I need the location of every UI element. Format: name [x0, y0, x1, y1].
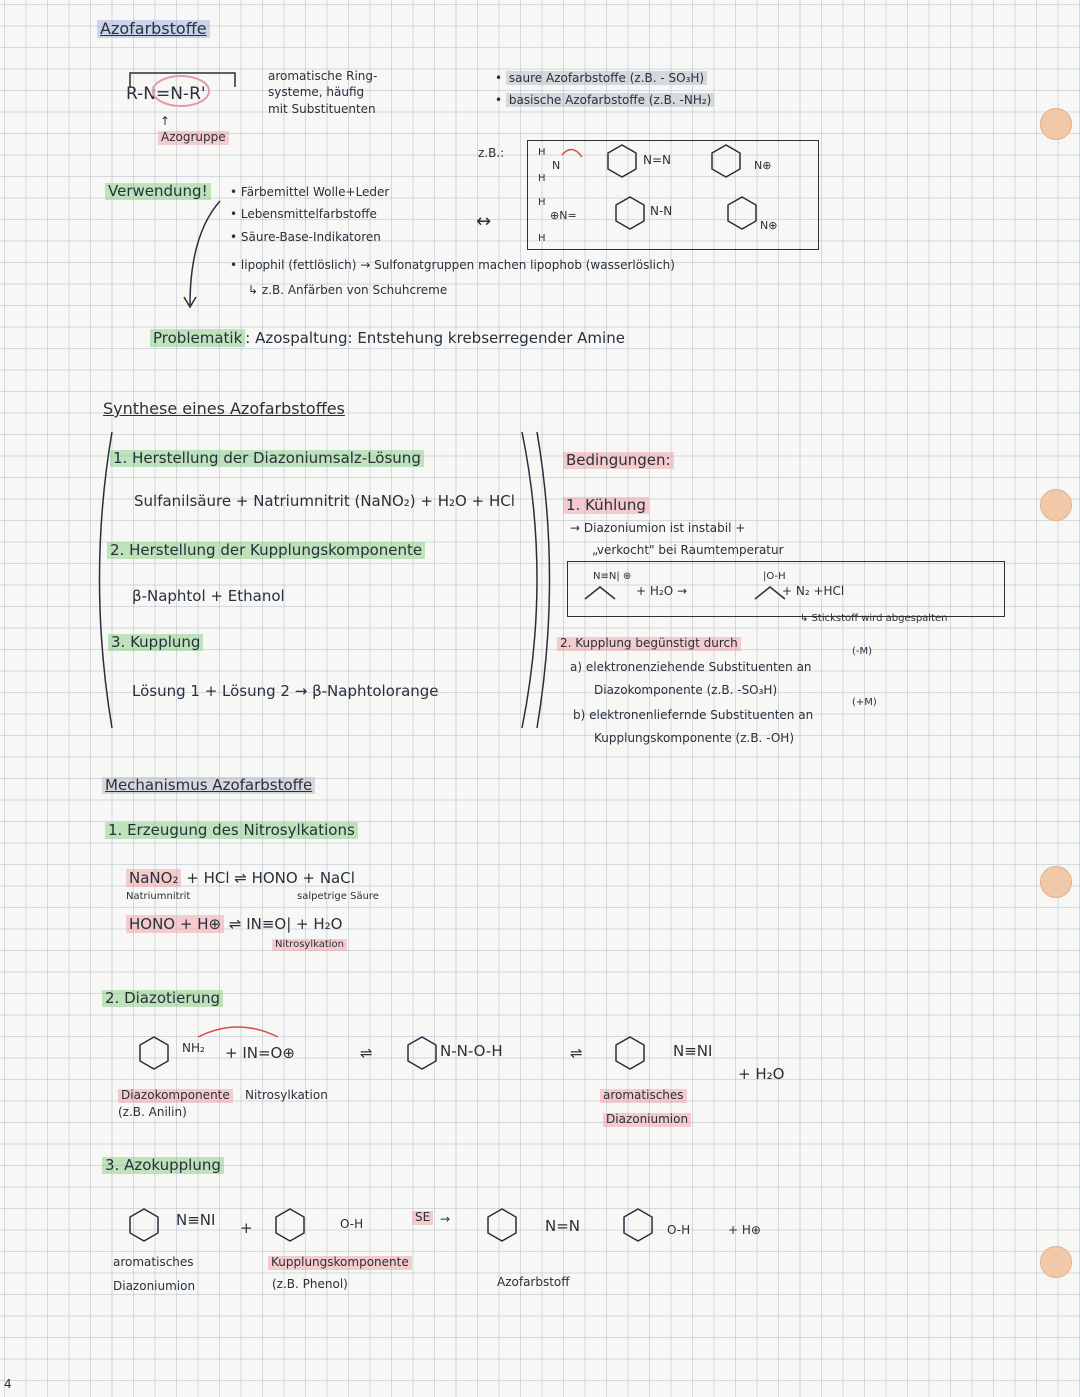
- diazo-intermediate: N-N-O-H: [440, 1042, 503, 1060]
- diazo-label-1b: (z.B. Anilin): [118, 1105, 187, 1119]
- diazo-label-2: Nitrosylkation: [245, 1088, 328, 1102]
- ring-note-2: systeme, häufig: [268, 85, 365, 99]
- coupling-label-2b: (z.B. Phenol): [272, 1277, 348, 1291]
- coupling-plus: +: [240, 1219, 253, 1237]
- page-number: 4: [4, 1377, 12, 1391]
- binder-hole-2: [1040, 489, 1072, 521]
- svg-text:N: N: [552, 159, 561, 172]
- coupling-label-3: Azofarbstoff: [497, 1275, 570, 1289]
- synthesis-step-2: 2. Herstellung der Kupplungskomponente: [107, 542, 425, 559]
- usage-item-1: • Färbemittel Wolle+Leder: [230, 185, 390, 199]
- condition-2-b: b) elektronenliefernde Substituenten an: [573, 708, 814, 722]
- mechanism-title: Mechanismus Azofarbstoffe: [102, 777, 315, 794]
- coupling-label-1: aromatisches: [113, 1255, 194, 1269]
- usage-item-2: • Lebensmittelfarbstoffe: [230, 207, 377, 221]
- condition-1-b: „verkocht" bei Raumtemperatur: [592, 543, 784, 557]
- svg-text:H: H: [538, 197, 546, 208]
- condition-1-a: → Diazoniumion ist instabil +: [570, 521, 746, 535]
- synthesis-step-1-eq: Sulfanilsäure + Natriumnitrit (NaNO₂) + H₂O + HCl: [134, 492, 515, 510]
- eq1-note-a: Natriumnitrit: [126, 891, 191, 902]
- condition-2-a2: Diazokomponente (z.B. -SO₃H): [594, 683, 778, 697]
- base-dyes: • basische Azofarbstoffe (z.B. -NH₂): [495, 94, 714, 108]
- svg-text:H: H: [538, 173, 546, 184]
- synthesis-step-2-eq: β-Naphtol + Ethanol: [132, 587, 285, 605]
- problem-line: Problematik : Azospaltung: Entstehung krebserregender Amine: [150, 330, 625, 347]
- synthesis-title: Synthese eines Azofarbstoffes: [103, 399, 345, 418]
- eq1: NaNO₂ + HCl ⇌ HONO + NaCl: [126, 870, 355, 887]
- binder-hole-3: [1040, 866, 1072, 898]
- usage-example: ↳ z.B. Anfärben von Schuhcreme: [248, 283, 448, 297]
- decomposition-products: + N₂ +HCl: [782, 584, 845, 598]
- condition-1: 1. Kühlung: [563, 497, 649, 514]
- diazo-label-1: Diazokomponente: [118, 1089, 233, 1103]
- diazo-nh2: NH₂: [182, 1041, 205, 1055]
- binder-hole-1: [1040, 108, 1072, 140]
- conditions-title: Bedingungen:: [563, 452, 674, 469]
- usage-item-3: • Säure-Base-Indikatoren: [230, 230, 381, 244]
- ring-note-3: mit Substituenten: [268, 102, 376, 116]
- coupling-arrow: →: [440, 1212, 451, 1226]
- coupling-label-2: Kupplungskomponente: [268, 1256, 412, 1270]
- ring-note-1: aromatische Ring-: [268, 69, 378, 83]
- plus-m: (+M): [852, 697, 877, 708]
- svg-text:N⊕: N⊕: [760, 219, 778, 232]
- svg-text:H: H: [538, 233, 546, 244]
- synthesis-step-3-eq: Lösung 1 + Lösung 2 → β-Naphtolorange: [132, 682, 439, 700]
- diazo-water: + H₂O: [738, 1065, 785, 1083]
- coupling-diazonium: N≡NI: [176, 1211, 216, 1229]
- azo-arrow-up: ↑: [160, 114, 171, 128]
- eq2: HONO + H⊕ ⇌ IN≡O| + H₂O: [126, 916, 342, 933]
- condition-2-a: a) elektronenziehende Substituenten an: [570, 660, 812, 674]
- example-label: z.B.:: [478, 146, 505, 160]
- svg-text:H: H: [538, 147, 546, 158]
- page-title: Azofarbstoffe: [97, 20, 210, 38]
- eq2-note: Nitrosylkation: [272, 939, 347, 951]
- mechanism-step-1: 1. Erzeugung des Nitrosylkations: [105, 822, 358, 839]
- minus-m: (-M): [852, 646, 873, 657]
- diazo-eq-2: ⇌: [570, 1044, 583, 1062]
- azo-group-label: Azogruppe: [158, 131, 229, 145]
- azo-bracket-arrows: [125, 65, 245, 105]
- resonance-structures: [532, 143, 812, 243]
- usage-item-4: • lipophil (fettlöslich) → Sulfonatgruppen machen lipophob (wasserlöslich): [230, 258, 675, 272]
- decomposition-eq: + H₂O →: [636, 584, 688, 598]
- coupling-product-oh: O-H: [667, 1223, 691, 1237]
- diazo-label-3b: Diazoniumion: [603, 1113, 691, 1127]
- azo-formula: R-N=N-R': [126, 84, 206, 104]
- svg-text:N⊕: N⊕: [754, 159, 772, 172]
- binder-hole-4: [1040, 1246, 1072, 1278]
- diazo-eq-1: ⇌: [360, 1044, 373, 1062]
- synthesis-step-1: 1. Herstellung der Diazoniumsalz-Lösung: [110, 450, 424, 467]
- coupling-structures: [128, 1205, 828, 1255]
- diazo-label-3: aromatisches: [600, 1089, 687, 1103]
- resonance-bottom: N-N: [650, 204, 673, 218]
- resonance-top: N=N: [643, 153, 672, 167]
- synthesis-step-3: 3. Kupplung: [108, 634, 203, 651]
- svg-text:|O-H: |O-H: [763, 571, 786, 582]
- coupling-se: SE: [412, 1211, 433, 1225]
- acid-dyes: • saure Azofarbstoffe (z.B. - SO₃H): [495, 72, 707, 86]
- coupling-product: N=N: [545, 1217, 581, 1235]
- decomposition-note: ↳ Stickstoff wird abgespalten: [800, 613, 948, 624]
- eq1-note-b: salpetrige Säure: [297, 891, 379, 902]
- svg-text:N≡N| ⊕: N≡N| ⊕: [593, 571, 632, 582]
- coupling-proton: + H⊕: [728, 1223, 761, 1237]
- resonance-arrow: ↔: [476, 211, 492, 232]
- svg-text:⊕N=: ⊕N=: [550, 209, 577, 222]
- usage-arrow: [180, 195, 260, 315]
- coupling-oh: O-H: [340, 1217, 364, 1231]
- coupling-label-1b: Diazoniumion: [113, 1279, 196, 1293]
- mechanism-step-3: 3. Azokupplung: [102, 1157, 224, 1174]
- diazonium-product: N≡NI: [673, 1042, 713, 1060]
- mechanism-step-2: 2. Diazotierung: [102, 990, 223, 1007]
- condition-2: 2. Kupplung begünstigt durch: [557, 637, 741, 651]
- diazo-plus-nitrosyl: + IN=O⊕: [225, 1044, 295, 1062]
- condition-2-b2: Kupplungskomponente (z.B. -OH): [594, 731, 795, 745]
- usage-label: Verwendung!: [105, 183, 211, 200]
